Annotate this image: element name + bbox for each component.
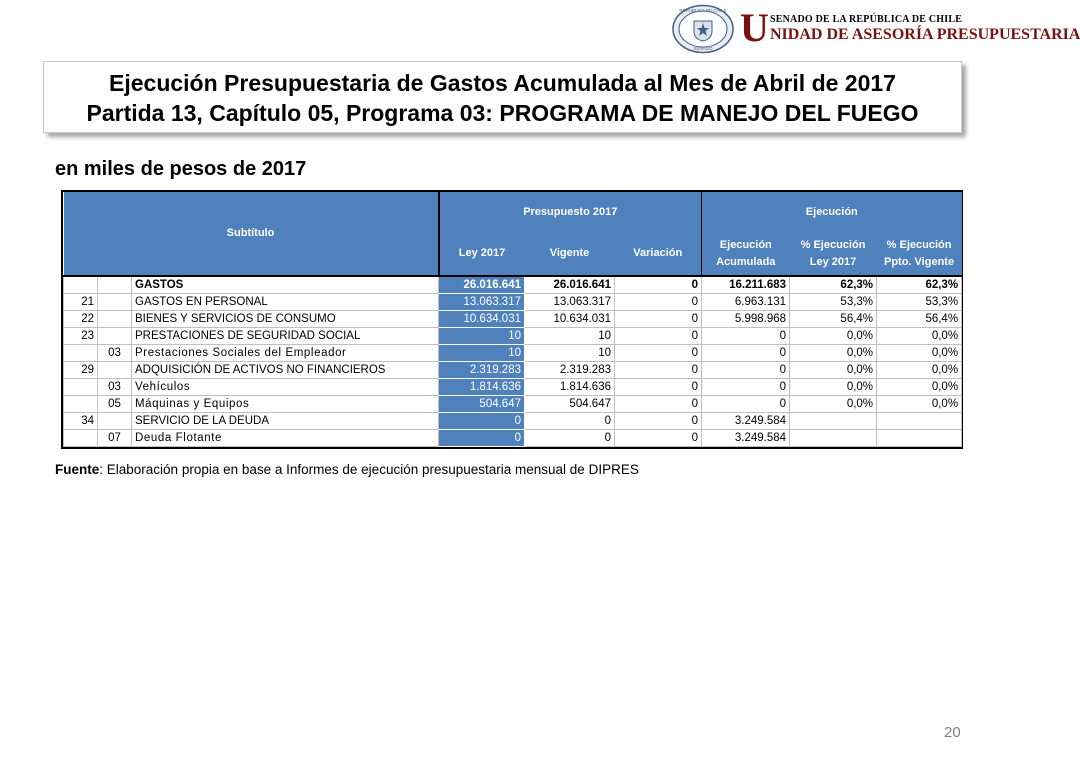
header-ejecucion: Ejecución xyxy=(702,192,962,232)
table-row: GASTOS 26.016.641 26.016.641 0 16.211.683 62,3% 62,3% xyxy=(64,276,962,294)
budget-table xyxy=(61,190,963,449)
header-subtitulo: Subtítulo xyxy=(64,192,439,276)
header-presupuesto: Presupuesto 2017 xyxy=(439,192,702,232)
unidad-initial: U xyxy=(740,5,769,50)
svg-text:REPUBLICA DE CHILE: REPUBLICA DE CHILE xyxy=(679,8,727,13)
svg-text:SENADO: SENADO xyxy=(693,46,713,51)
table-row: 03 Vehículos 1.814.636 1.814.636 0 0 0,0% 0,0% xyxy=(64,379,962,396)
table-row: 29 ADQUISICIÓN DE ACTIVOS NO FINANCIEROS 2.319.283 2.319.283 0 0 0,0% 0,0% xyxy=(64,362,962,379)
source-note: Fuente: Elaboración propia en base a Informes de ejecución presupuestaria mensual de DIPRES xyxy=(55,462,639,477)
header-ley: Ley 2017 xyxy=(439,232,525,276)
units-subtitle: en miles de pesos de 2017 xyxy=(55,158,307,180)
header-ejec-acumulada: Ejecución Acumulada xyxy=(702,232,790,276)
title-line-1: Ejecución Presupuestaria de Gastos Acumulada al Mes de Abril de 2017 xyxy=(109,70,896,96)
table-row: 07 Deuda Flotante 0 0 0 3.249.584 xyxy=(64,430,962,447)
unidad-label: NIDAD DE ASESORÍA PRESUPUESTARIA xyxy=(770,26,1080,43)
table-row: 22 BIENES Y SERVICIOS DE CONSUMO 10.634.031 10.634.031 0 5.998.968 56,4% 56,4% xyxy=(64,311,962,328)
header-pct-ley: % Ejecución Ley 2017 xyxy=(790,232,877,276)
senado-label: SENADO DE LA REPÚBLICA DE CHILE xyxy=(770,14,963,25)
header-variacion: Variación xyxy=(615,232,702,276)
table-row: 03 Prestaciones Sociales del Empleador 10 10 0 0 0,0% 0,0% xyxy=(64,345,962,362)
table-row: 21 GASTOS EN PERSONAL 13.063.317 13.063.317 0 6.963.131 53,3% 53,3% xyxy=(64,294,962,311)
page-number: 20 xyxy=(944,724,961,741)
table-row: 34 SERVICIO DE LA DEUDA 0 0 0 3.249.584 xyxy=(64,413,962,430)
header-vigente: Vigente xyxy=(525,232,615,276)
title-box xyxy=(43,61,962,133)
senado-logo xyxy=(672,4,1080,54)
title-line-2: Partida 13, Capítulo 05, Programa 03: PROGRAMA DE MANEJO DEL FUEGO xyxy=(86,100,919,126)
senado-seal-icon xyxy=(672,4,734,54)
table-row: 05 Máquinas y Equipos 504.647 504.647 0 0 0,0% 0,0% xyxy=(64,396,962,413)
table-row: 23 PRESTACIONES DE SEGURIDAD SOCIAL 10 10 0 0 0,0% 0,0% xyxy=(64,328,962,345)
header-pct-vigente: % Ejecución Ppto. Vigente xyxy=(877,232,962,276)
